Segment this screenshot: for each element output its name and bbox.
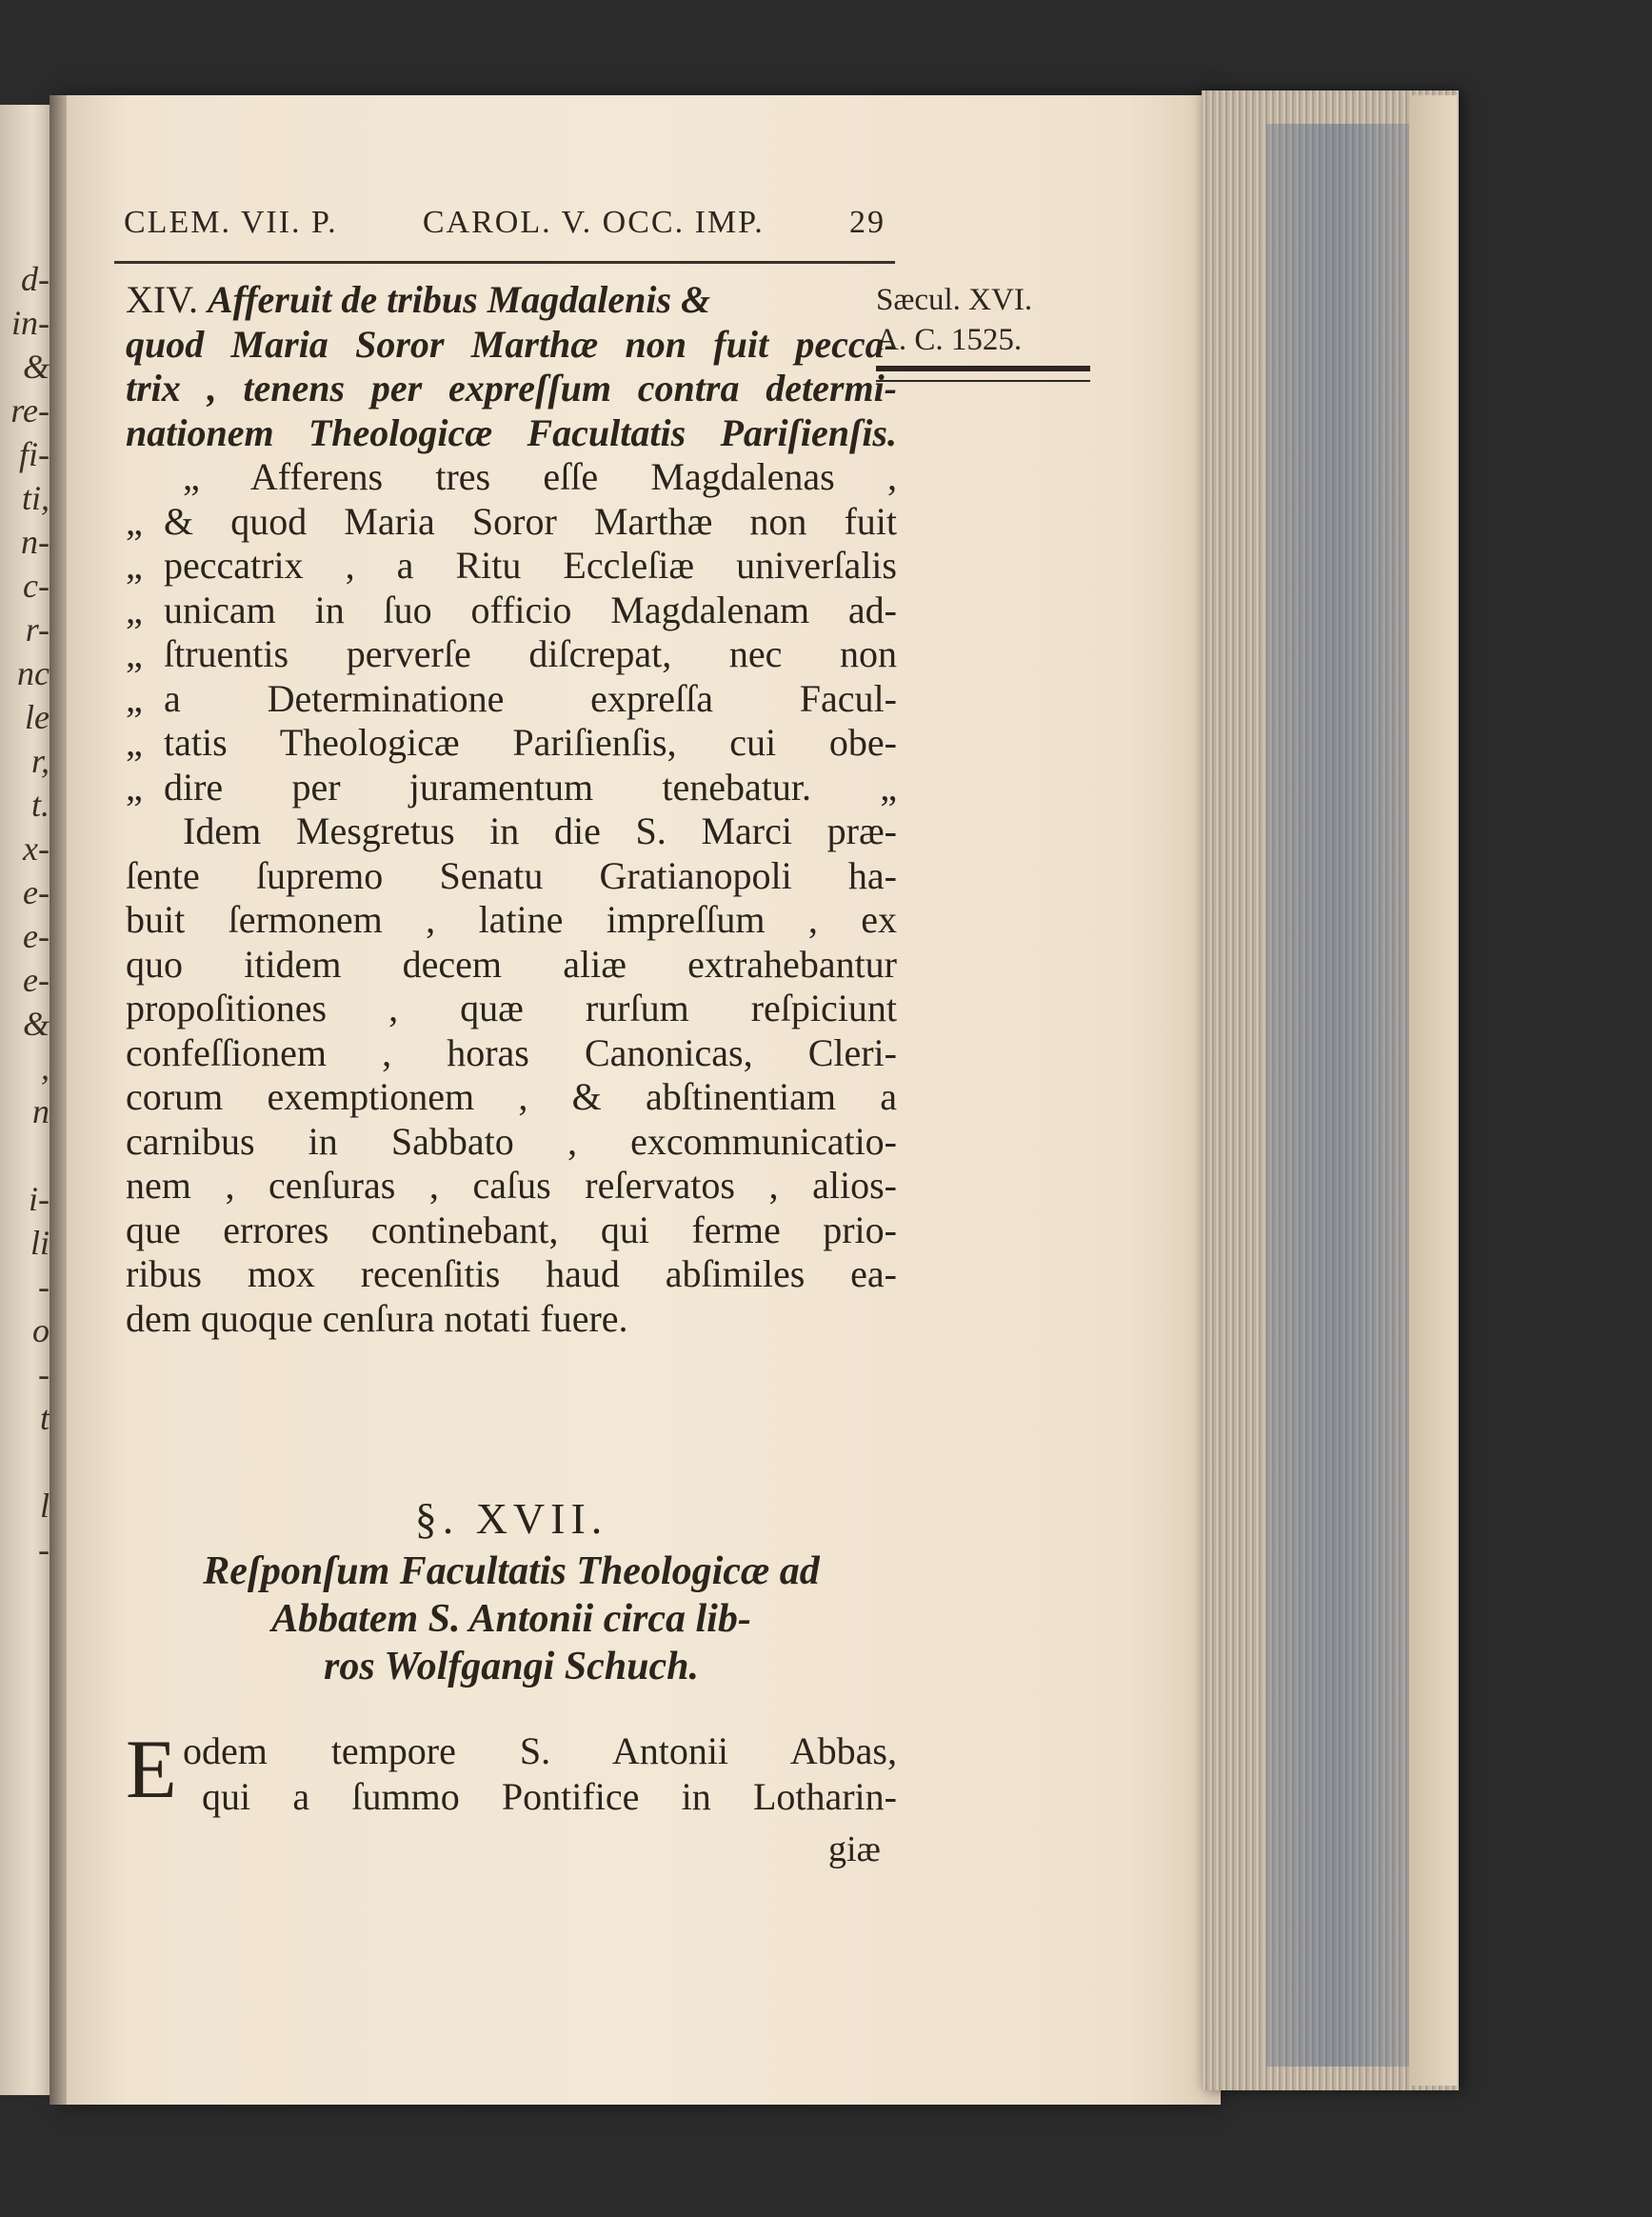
left-page-fragment: in- bbox=[11, 304, 50, 342]
line-text: ſtruentis perverſe diſcrepat, nec non bbox=[164, 632, 897, 675]
header-rule bbox=[114, 261, 895, 264]
marginal-note bbox=[876, 280, 1105, 382]
left-page-fragment: , bbox=[41, 1049, 50, 1087]
line-text: dire per juramentum tenebatur. „ bbox=[164, 765, 897, 809]
line-text bbox=[126, 278, 710, 321]
quote-mark: „ bbox=[126, 765, 143, 809]
text-line bbox=[126, 411, 897, 456]
text-line bbox=[126, 544, 897, 589]
left-page-fragment: - bbox=[38, 1355, 50, 1393]
line-text: peccatrix , a Ritu Eccleſiæ univerſalis bbox=[164, 544, 897, 587]
text-line: quo itidem decem aliæ extrahebantur bbox=[126, 942, 897, 986]
left-page-fragment: l bbox=[39, 1487, 50, 1525]
text-line: dem quoque cenſura notati fuere. bbox=[126, 1296, 628, 1340]
text-line: nem , cenſuras , caſus reſervatos , alios- bbox=[126, 1164, 897, 1207]
text-line: confeſſionem , horas Canonicas, Cleri- bbox=[126, 1030, 897, 1074]
text-line bbox=[126, 455, 897, 500]
left-page-fragment: & bbox=[22, 1005, 50, 1043]
quote-mark: „ bbox=[126, 499, 143, 543]
text-line: odem tempore S. Antonii Abbas, bbox=[183, 1729, 897, 1772]
quote-mark: „ bbox=[126, 632, 143, 675]
text-line: qui a ſummo Pontifice in Lotharin- bbox=[202, 1775, 897, 1818]
line-text: & quod Maria Soror Marthæ non fuit bbox=[164, 499, 897, 543]
left-page-fragment: r, bbox=[30, 742, 50, 780]
text-line bbox=[126, 677, 897, 722]
left-page-fragment bbox=[0, 1440, 50, 1484]
text-line bbox=[126, 278, 897, 323]
running-head-left: CLEM. VII. P. bbox=[124, 205, 338, 240]
left-page-fragment: i- bbox=[29, 1180, 50, 1218]
left-page-fragment: e- bbox=[23, 961, 50, 999]
left-page-fragment: e- bbox=[23, 917, 50, 955]
section-paragraph bbox=[126, 1724, 897, 1820]
section-title-line: ros Wolfgangi Schuch. bbox=[323, 1645, 700, 1688]
text-line: Idem Mesgretus in die S. Marci præ- bbox=[183, 809, 897, 852]
line-text: a Determinatione expreſſa Facul- bbox=[164, 676, 897, 720]
text-line: corum exemptionem , & abſtinentiam a bbox=[126, 1075, 897, 1118]
drop-cap: E bbox=[126, 1724, 177, 1816]
line-text: „ Afferens tres eſſe Magdalenas , bbox=[183, 455, 897, 498]
section-title bbox=[126, 1548, 897, 1690]
left-page-fragment: n- bbox=[21, 523, 50, 561]
line-text-italic: Afferuit de tribus Magdalenis & bbox=[207, 278, 711, 321]
text-line: carnibus in Sabbato , excommunicatio- bbox=[126, 1119, 897, 1163]
page-edges-tint bbox=[1266, 124, 1409, 2067]
section-title-line: Reſponſum Facultatis Theologicæ ad bbox=[203, 1549, 820, 1593]
text-line bbox=[126, 367, 897, 411]
left-page-fragment: t. bbox=[30, 786, 50, 824]
section-title-line: Abbatem S. Antonii circa lib- bbox=[271, 1597, 751, 1641]
section-number: §. XVII. bbox=[414, 1494, 608, 1543]
line-text: unicam in ſuo officio Magdalenam ad- bbox=[164, 588, 897, 631]
book-gutter bbox=[50, 95, 67, 2105]
marginal-note-century: Sæcul. XVI. bbox=[876, 283, 1033, 317]
left-page-fragment: t bbox=[39, 1399, 50, 1437]
line-text: tatis Theologicæ Pariſienſis, cui obe- bbox=[164, 721, 897, 764]
left-page-fragment: - bbox=[38, 1268, 50, 1306]
left-page-fragment: ti, bbox=[21, 479, 50, 517]
left-page-fragment: le bbox=[25, 698, 50, 736]
left-page-fragment: c- bbox=[23, 567, 50, 605]
left-page-fragment: d- bbox=[21, 260, 50, 298]
line-text: trix , tenens per expreſſum contra determi- bbox=[126, 367, 897, 409]
text-line: buit ſermonem , latine impreſſum , ex bbox=[126, 898, 897, 941]
left-page-fragment: li bbox=[30, 1224, 50, 1262]
page-number: 29 bbox=[848, 205, 886, 240]
catchword: giæ bbox=[828, 1829, 881, 1869]
left-page-fragment: & bbox=[22, 348, 50, 386]
left-page-fragment: e- bbox=[23, 873, 50, 911]
text-line bbox=[126, 632, 897, 677]
left-page-fragment: nc bbox=[17, 654, 50, 692]
back-cover-edge bbox=[1409, 95, 1457, 2086]
running-head-middle: CAROL. V. OCC. IMP. bbox=[422, 205, 765, 240]
text-line bbox=[126, 766, 897, 810]
main-text-block bbox=[126, 278, 897, 1341]
left-page-fragment bbox=[0, 1133, 50, 1177]
line-text: quod Maria Soror Marthæ non fuit pecca- bbox=[126, 322, 897, 366]
left-page-fragment: o bbox=[32, 1311, 50, 1349]
left-page-text-fragments bbox=[0, 257, 50, 1571]
line-text: nationem Theologicæ Facultatis Pariſienſis. bbox=[126, 410, 897, 454]
text-line: ribus mox recenſitis haud abſimiles ea- bbox=[126, 1252, 897, 1295]
left-page-fragment: n bbox=[32, 1092, 50, 1130]
left-page-fragment: r- bbox=[25, 610, 50, 649]
marginal-note-year: A. C. 1525. bbox=[876, 323, 1023, 357]
text-line: ſente ſupremo Senatu Gratianopoli ha- bbox=[126, 853, 897, 897]
left-page-fragment: - bbox=[38, 1530, 50, 1568]
left-page-fragment: x- bbox=[23, 829, 50, 868]
quote-mark: „ bbox=[126, 588, 143, 631]
left-page-fragment: re- bbox=[10, 391, 50, 429]
quote-mark: „ bbox=[126, 721, 143, 764]
text-line: propoſitiones , quæ rurſum reſpiciunt bbox=[126, 987, 897, 1029]
text-line bbox=[126, 500, 897, 545]
marginal-rule bbox=[876, 366, 1090, 382]
left-page-fragment: fi- bbox=[19, 435, 50, 473]
text-line bbox=[126, 323, 897, 368]
line-text-plain: XIV. bbox=[126, 278, 208, 321]
quote-mark: „ bbox=[126, 676, 143, 720]
text-line bbox=[126, 721, 897, 766]
running-head bbox=[124, 205, 886, 241]
text-line: que errores continebant, qui ferme prio- bbox=[126, 1208, 897, 1251]
text-line bbox=[126, 589, 897, 633]
quote-mark: „ bbox=[126, 544, 143, 587]
